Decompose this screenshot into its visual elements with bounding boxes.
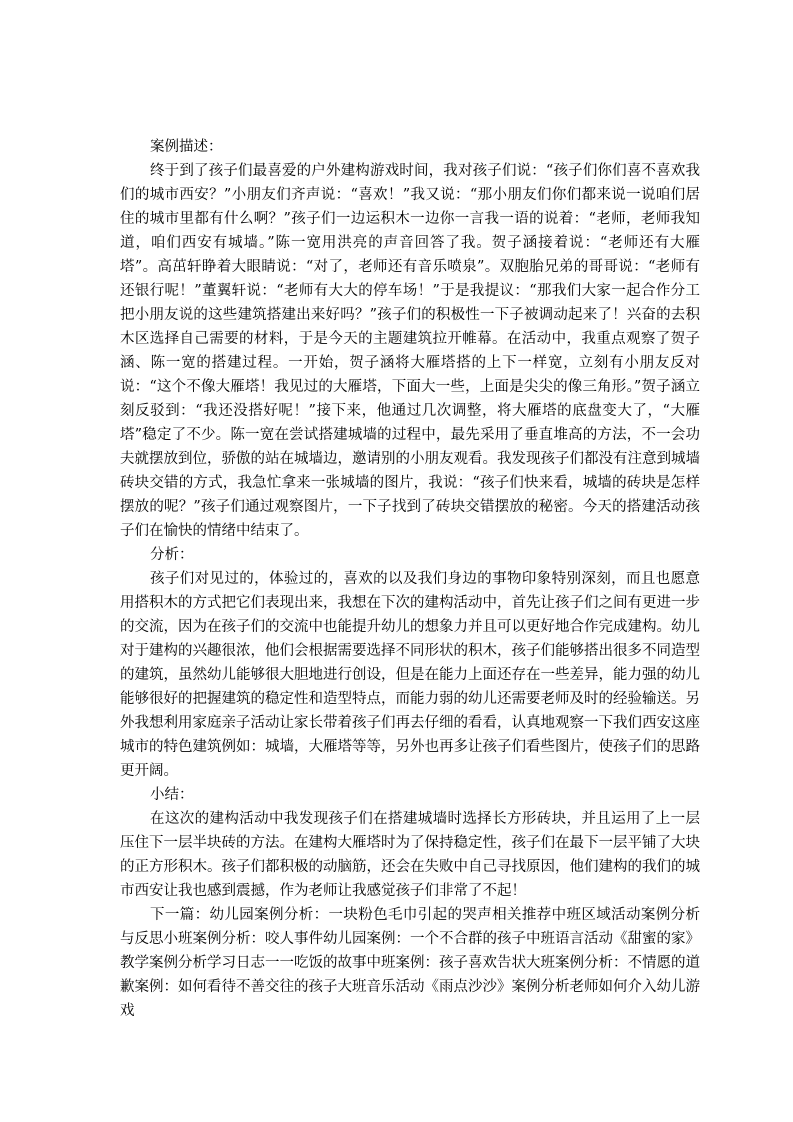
case-description-heading: 案例描述： — [150, 139, 223, 155]
related-articles-paragraph: 下一篇：幼儿园案例分析：一块粉色毛巾引起的哭声相关推荐中班区域活动案例分析与反思小班案例分析：咬人事件幼儿园案例：一个不合群的孩子中班语言活动《甜蜜的家》教学案例分析学习日志一一吃饭的故事中班案例：孩子喜欢告状大班案例分析：不情愿的道歉案例：如何看待不善交往的孩子大班音乐活动《雨点沙沙》案例分析老师如何介入幼儿游戏 — [120, 907, 700, 1019]
summary-heading: 小结： — [150, 787, 194, 803]
document-page — [120, 135, 700, 1023]
summary-paragraph: 在这次的建构活动中我发现孩子们在搭建城墙时选择长方形砖块，并且运用了上一层压住下一层半块砖的方法。在建构大雁塔时为了保持稳定性，孩子们在最下一层平铺了大块的正方形积木。孩子们都积极的动脑筋，还会在失败中自己寻找原因，他们建构的我们的城市西安让我也感到震撼，作为老师让我感觉孩子们非常了不起！ — [120, 811, 700, 899]
case-description-paragraph: 终于到了孩子们最喜爱的户外建构游戏时间，我对孩子们说：“孩子们你们喜不喜欢我们的城市西安？”小朋友们齐声说：“喜欢！”我又说：“那小朋友们你们都来说一说咱们居住的城市里都有什么啊？”孩子们一边运积木一边你一言我一语的说着：“老师，老师我知道，咱们西安有城墙。”陈一宽用洪亮的声音回答了我。贺子涵接着说：“老师还有大雁塔”。高茁轩睁着大眼睛说：“对了，老师还有音乐喷泉”。双胞胎兄弟的哥哥说：“老师有还银行呢！”董翼轩说：“老师有大大的停车场！”于是我提议：“那我们大家一起合作分工把小朋友说的这些建筑搭建出来好吗？”孩子们的积极性一下子被调动起来了！兴奋的去积木区选择自己需要的材料，于是今天的主题建筑拉开帷幕。在活动中，我重点观察了贺子涵、陈一宽的搭建过程。一开始，贺子涵将大雁塔搭的上下一样宽，立刻有小朋友反对说：“这个不像大雁塔！我见过的大雁塔，下面大一些，上面是尖尖的像三角形。”贺子涵立刻反驳到：“我还没搭好呢！”接下来，他通过几次调整，将大雁塔的底盘变大了，“大雁塔”稳定了不少。陈一宽在尝试搭建城墙的过程中，最先采用了垂直堆高的方法，不一会功夫就摆放到位，骄傲的站在城墙边，邀请别的小朋友观看。我发现孩子们都没有注意到城墙砖块交错的方式，我急忙拿来一张城墙的图片，我说：“孩子们快来看，城墙的砖块是怎样摆放的呢？”孩子们通过观察图片，一下子找到了砖块交错摆放的秘密。今天的搭建活动孩子们在愉快的情绪中结束了。 — [120, 163, 700, 539]
analysis-paragraph: 孩子们对见过的，体验过的，喜欢的以及我们身边的事物印象特别深刻，而且也愿意用搭积木的方式把它们表现出来，我想在下次的建构活动中，首先让孩子们之间有更进一步的交流，因为在孩子们的交流中也能提升幼儿的想象力并且可以更好地合作完成建构。幼儿对于建构的兴趣很浓，他们会根据需要选择不同形状的积木，孩子们能够搭出很多不同造型的建筑，虽然幼儿能够很大胆地进行创设，但是在能力上面还存在一些差异，能力强的幼儿能够很好的把握建筑的稳定性和造型特点，而能力弱的幼儿还需要老师及时的经验输送。另外我想利用家庭亲子活动让家长带着孩子们再去仔细的看看，认真地观察一下我们西安这座城市的特色建筑例如：城墙，大雁塔等等，另外也再多让孩子们看些图片，使孩子们的思路更开阔。 — [120, 571, 700, 779]
analysis-heading: 分析： — [150, 547, 194, 563]
